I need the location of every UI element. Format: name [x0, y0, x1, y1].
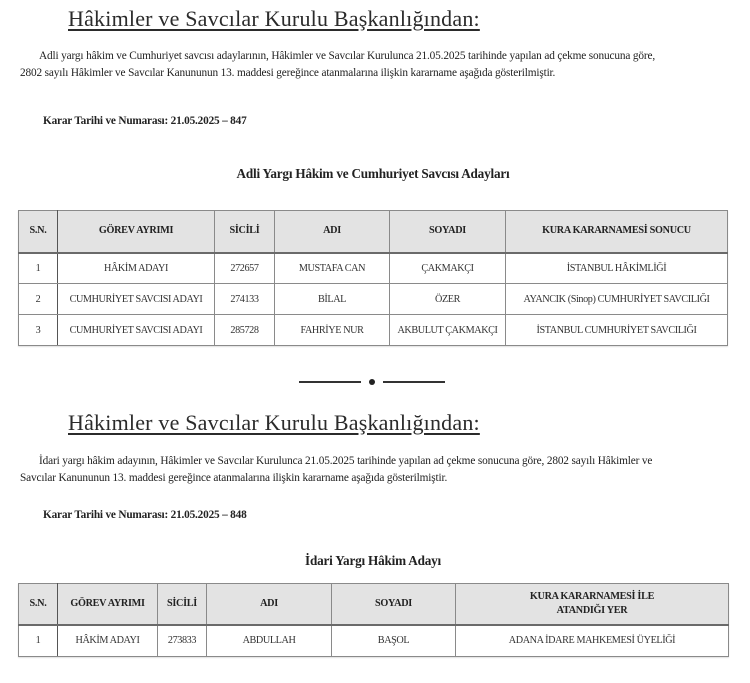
- cell-gorev: HÂKİM ADAYI: [58, 253, 215, 284]
- section1-table: [18, 210, 728, 346]
- section1-paragraph-line2: 2802 sayılı Hâkimler ve Savcılar Kanununun 13. maddesi gereğince atanmalarına ilişkin kararname aşağıda gösterilmiştir.: [20, 67, 556, 79]
- cell-adi: MUSTAFA CAN: [275, 253, 390, 284]
- cell-soyadi: ÇAKMAKÇI: [390, 253, 506, 284]
- cell-soyadi: AKBULUT ÇAKMAKÇI: [390, 315, 506, 346]
- header-adi: ADI: [207, 584, 332, 625]
- cell-sonuc: AYANCIK (Sinop) CUMHURİYET SAVCILIĞI: [506, 284, 728, 315]
- cell-adi: ABDULLAH: [207, 625, 332, 657]
- cell-sn: 1: [19, 625, 58, 657]
- section1-paragraph-line1: Adli yargı hâkim ve Cumhuriyet savcısı adaylarının, Hâkimler ve Savcılar Kurulunca 21.05.2025 tarihinde yapılan ad çekme sonucuna göre,: [39, 50, 656, 62]
- divider-line-left: [299, 381, 361, 383]
- cell-soyadi: BAŞOL: [332, 625, 456, 657]
- cell-sicil: 272657: [215, 253, 275, 284]
- table-header-row: [19, 584, 729, 625]
- header-sn: S.N.: [19, 211, 58, 253]
- cell-soyadi: ÖZER: [390, 284, 506, 315]
- cell-adi: BİLAL: [275, 284, 390, 315]
- cell-gorev: CUMHURİYET SAVCISI ADAYI: [58, 284, 215, 315]
- section2-heading: Hâkimler ve Savcılar Kurulu Başkanlığından:: [68, 410, 480, 435]
- cell-sonuc: İSTANBUL CUMHURİYET SAVCILIĞI: [506, 315, 728, 346]
- table-row: [19, 315, 728, 346]
- cell-sonuc: İSTANBUL HÂKİMLİĞİ: [506, 253, 728, 284]
- table-row: [19, 625, 729, 657]
- cell-gorev: HÂKİM ADAYI: [58, 625, 158, 657]
- header-kura-sonucu: KURA KARARNAMESİ SONUCU: [506, 211, 728, 253]
- table-row: [19, 253, 728, 284]
- header-soyadi: SOYADI: [332, 584, 456, 625]
- section2-decision-number: Karar Tarihi ve Numarası: 21.05.2025 – 848: [43, 509, 247, 521]
- section2-paragraph-line1: İdari yargı hâkim adayının, Hâkimler ve Savcılar Kurulunca 21.05.2025 tarihinde yapılan ad çekme sonucuna göre, 2802 sayılı Hâkimler ve: [39, 455, 653, 467]
- section1-decision-number: Karar Tarihi ve Numarası: 21.05.2025 – 847: [43, 115, 247, 127]
- header-sicili: SİCİLİ: [158, 584, 207, 625]
- section2-paragraph-line2: Savcılar Kanununun 13. maddesi gereğince atanmalarına ilişkin kararname aşağıda gösterilmiştir.: [20, 472, 448, 484]
- cell-sicil: 285728: [215, 315, 275, 346]
- cell-adi: FAHRİYE NUR: [275, 315, 390, 346]
- header-adi: ADI: [275, 211, 390, 253]
- divider-line-right: [383, 381, 445, 383]
- section1-paragraph: [20, 48, 740, 82]
- cell-sicil: 273833: [158, 625, 207, 657]
- section1-heading: Hâkimler ve Savcılar Kurulu Başkanlığından:: [68, 6, 480, 31]
- section2-table-title: İdari Yargı Hâkim Adayı: [305, 553, 441, 568]
- cell-sicil: 274133: [215, 284, 275, 315]
- section-divider: [299, 379, 445, 385]
- header-sn: S.N.: [19, 584, 58, 625]
- header-kura-atandigi-yer: [456, 584, 729, 625]
- header-gorev-ayrimi: GÖREV AYRIMI: [58, 584, 158, 625]
- header-sicili: SİCİLİ: [215, 211, 275, 253]
- table-header-row: [19, 211, 728, 253]
- cell-sn: 1: [19, 253, 58, 284]
- header-gorev-ayrimi: GÖREV AYRIMI: [58, 211, 215, 253]
- cell-atandigi-yer: ADANA İDARE MAHKEMESİ ÜYELİĞİ: [456, 625, 729, 657]
- section2-table: [18, 583, 729, 657]
- bullet-dot-icon: [369, 379, 375, 385]
- cell-gorev: CUMHURİYET SAVCISI ADAYI: [58, 315, 215, 346]
- cell-sn: 3: [19, 315, 58, 346]
- header-kura-line1: KURA KARARNAMESİ İLE: [529, 590, 655, 602]
- cell-sn: 2: [19, 284, 58, 315]
- header-kura-line2: ATANDIĞI YER: [556, 604, 628, 616]
- section2-paragraph: [20, 453, 740, 487]
- section1-table-title: Adli Yargı Hâkim ve Cumhuriyet Savcısı Adayları: [236, 166, 510, 181]
- table-row: [19, 284, 728, 315]
- header-soyadi: SOYADI: [390, 211, 506, 253]
